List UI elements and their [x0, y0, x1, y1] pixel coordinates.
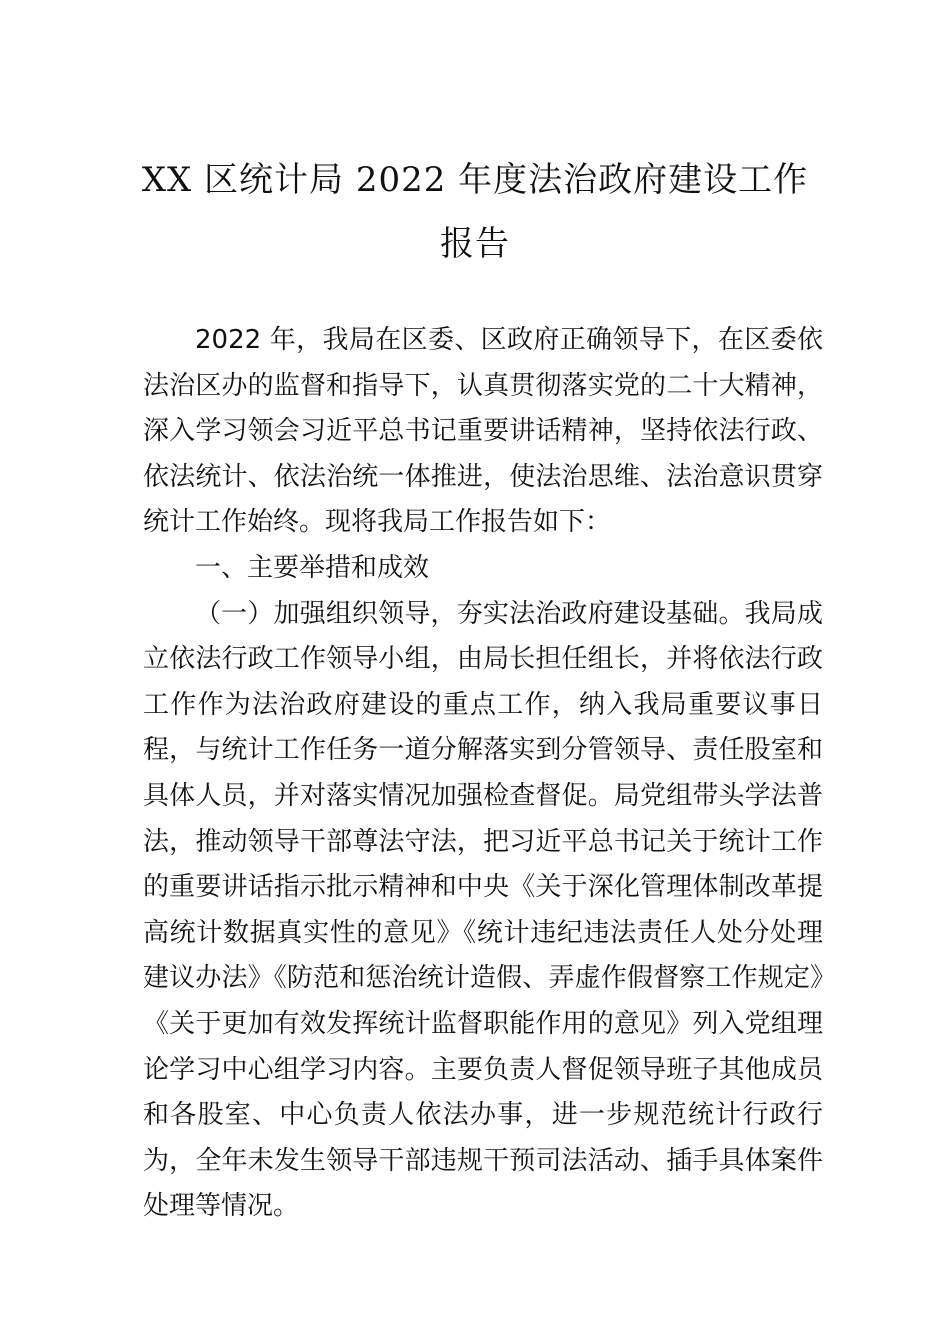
- intro-paragraph: 2022 年，我局在区委、区政府正确领导下，在区委依法治区办的监督和指导下，认真贯彻落实党的二十大精神，深入学习领会习近平总书记重要讲话精神，坚持依法行政、依法统计、依法治统一体推进，使法治思维、法治意识贯穿统计工作始终。现将我局工作报告如下：: [143, 325, 823, 538]
- document-title-line-1: XX 区统计局 2022 年度法治政府建设工作: [141, 160, 809, 200]
- section-heading: 一、主要举措和成效: [195, 552, 430, 583]
- document-title-line-2: 报告: [440, 224, 510, 264]
- document-body: [143, 318, 823, 1230]
- subsection-paragraph: （一）加强组织领导，夯实法治政府建设基础。我局成立依法行政工作领导小组，由局长担任组长，并将依法行政工作作为法治政府建设的重点工作，纳入我局重要议事日程，与统计工作任务一道分解落实到分管领导、责任股室和具体人员，并对落实情况加强检查督促。局党组带头学法普法，推动领导干部尊法守法，把习近平总书记关于统计工作的重要讲话指示批示精神和中央《关于深化管理体制改革提高统计数据真实性的意见》《统计违纪违法责任人处分处理建议办法》《防范和惩治统计造假、弄虚作假督察工作规定》《关于更加有效发挥统计监督职能作用的意见》列入党组理论学习中心组学习内容。主要负责人督促领导班子其他成员和各股室、中心负责人依法办事，进一步规范统计行政行为，全年未发生领导干部违规干预司法活动、插手具体案件处理等情况。: [143, 598, 823, 1222]
